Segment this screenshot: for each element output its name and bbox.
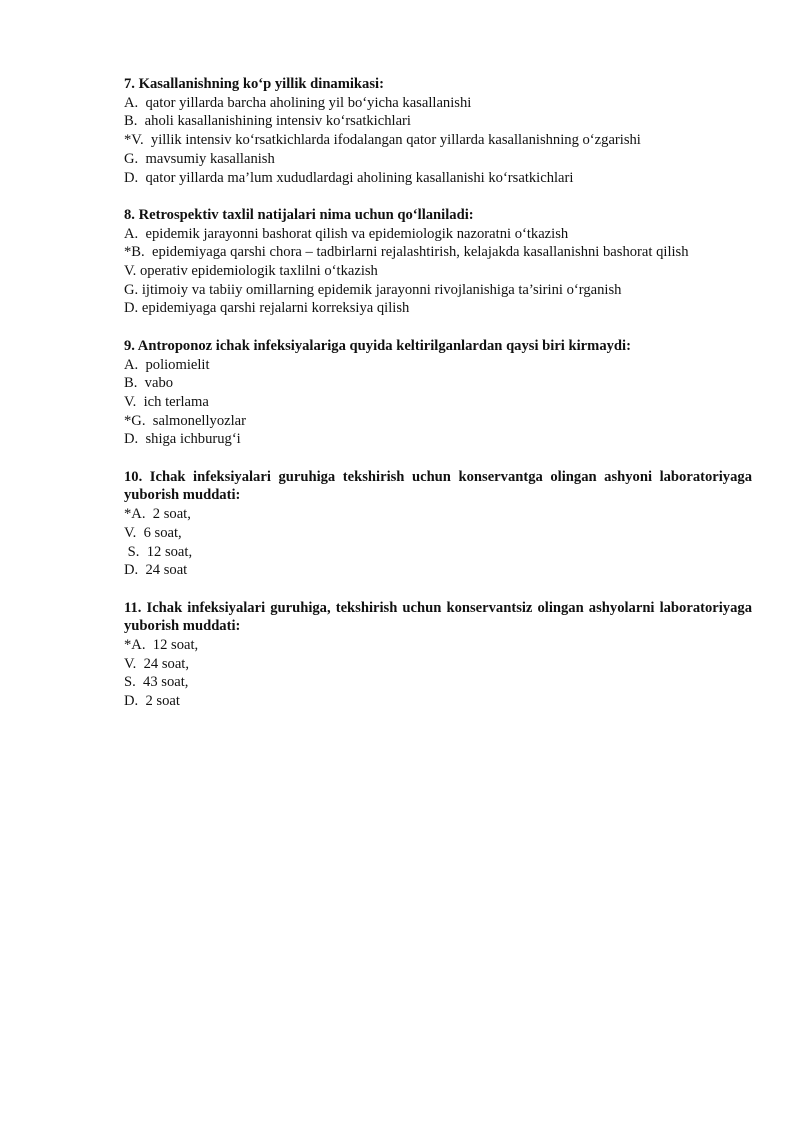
question-title: 10. Ichak infeksiyalari guruhiga tekshirish uchun konservantga olingan ashyoni laboratoriyaga yuborish muddati:	[124, 468, 752, 504]
answer-option: S. 43 soat,	[124, 674, 189, 691]
answer-option: V. 6 soat,	[124, 524, 182, 541]
question-7	[124, 75, 752, 187]
question-9	[124, 337, 752, 449]
document-page	[124, 75, 752, 730]
answer-option: *V. yillik intensiv ko‘rsatkichlarda ifodalangan qator yillarda kasallanishning o‘zgarishi	[124, 132, 641, 149]
answer-option: D. shiga ichburug‘i	[124, 431, 241, 448]
answer-option: D. qator yillarda ma’lum xududlardagi aholining kasallanishi ko‘rsatkichlari	[124, 169, 574, 186]
answer-option: *B. epidemiyaga qarshi chora – tadbirlarni rejalashtirish, kelajakda kasallanishni bashorat qilish	[124, 244, 689, 261]
answer-option: A. epidemik jarayonni bashorat qilish va epidemiologik nazoratni o‘tkazish	[124, 225, 569, 242]
answer-option: S. 12 soat,	[124, 543, 193, 560]
answer-option: B. aholi kasallanishining intensiv ko‘rsatkichlari	[124, 113, 411, 130]
answer-option: *A. 12 soat,	[124, 637, 199, 654]
answer-option: D. epidemiyaga qarshi rejalarni korreksiya qilish	[124, 300, 410, 317]
answer-option: A. qator yillarda barcha aholining yil bo‘yicha kasallanishi	[124, 94, 472, 111]
question-title: 11. Ichak infeksiyalari guruhiga, tekshirish uchun konservantsiz olingan ashyolarni laboratoriyaga yuborish muddati:	[124, 599, 752, 635]
answer-option: B. vabo	[124, 375, 174, 392]
answer-option: V. operativ epidemiologik taxlilni o‘tkazish	[124, 263, 378, 280]
answer-option: V. ich terlama	[124, 393, 209, 410]
question-title: 7. Kasallanishning ko‘p yillik dinamikasi:	[124, 76, 384, 92]
question-title: 9. Antroponoz ichak infeksiyalariga quyida keltirilganlardan qaysi biri kirmaydi:	[124, 337, 631, 354]
answer-option: G. ijtimoiy va tabiiy omillarning epidemik jarayonni rivojlanishiga ta’sirini o‘rganish	[124, 281, 622, 298]
answer-option: A. poliomielit	[124, 356, 210, 373]
answer-option: D. 24 soat	[124, 562, 188, 579]
answer-option: G. mavsumiy kasallanish	[124, 150, 275, 167]
question-10	[124, 468, 752, 580]
answer-option: D. 2 soat	[124, 693, 180, 710]
question-title: 8. Retrospektiv taxlil natijalari nima uchun qo‘llaniladi:	[124, 206, 474, 223]
answer-option: *A. 2 soat,	[124, 506, 191, 523]
question-8	[124, 206, 752, 318]
answer-option: *G. salmonellyozlar	[124, 412, 246, 429]
question-11	[124, 599, 752, 711]
answer-option: V. 24 soat,	[124, 655, 190, 672]
